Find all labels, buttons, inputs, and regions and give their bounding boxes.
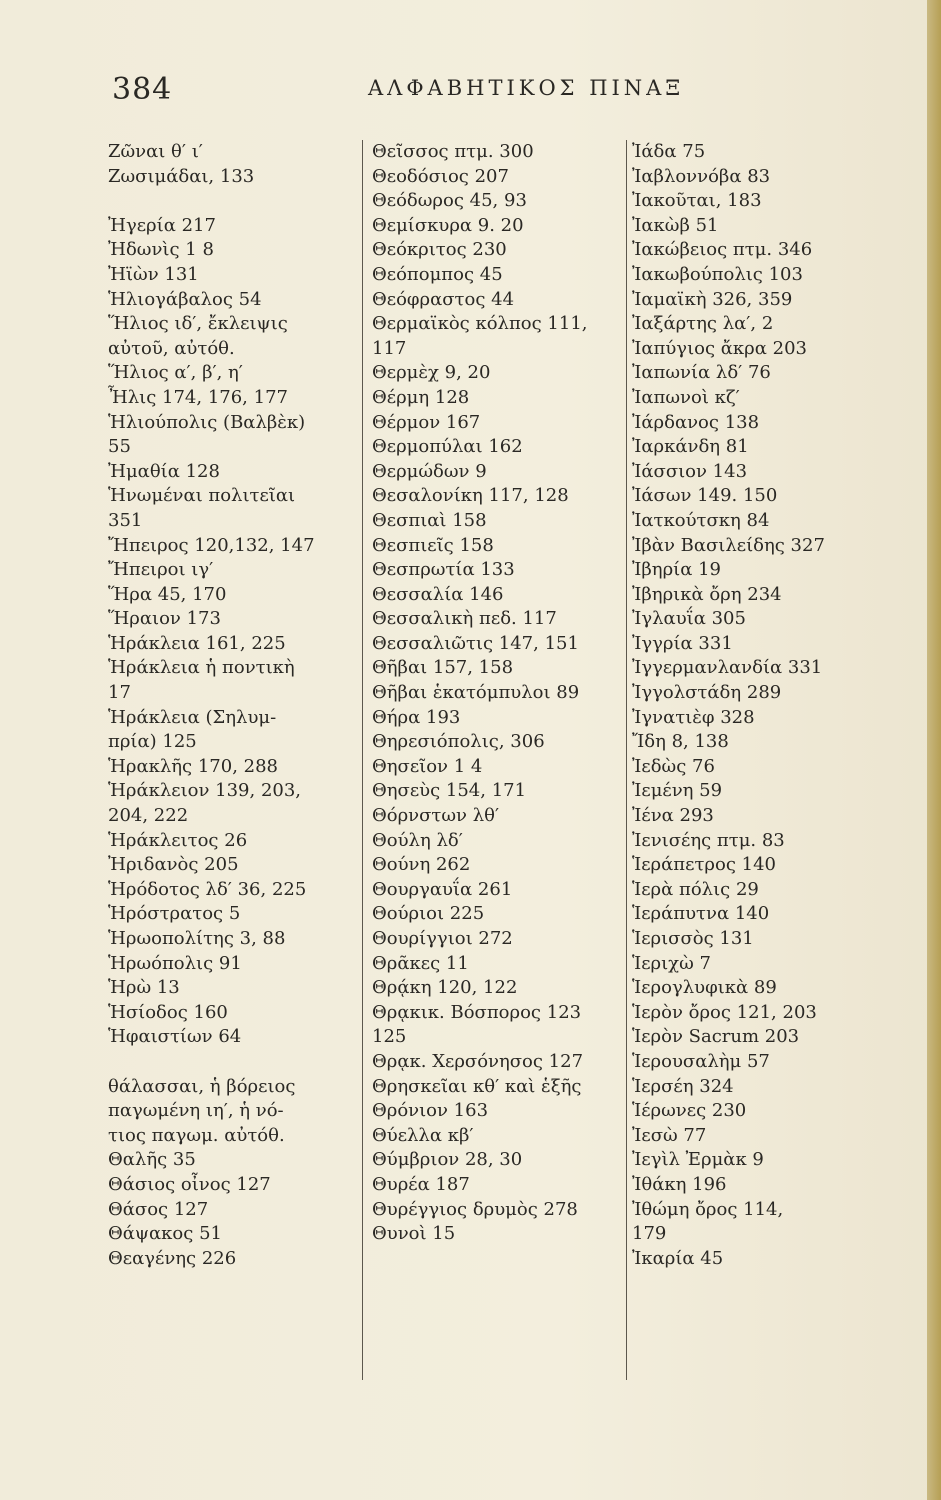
index-entry: Ἡνωμέναι πολιτεῖαι	[108, 485, 296, 507]
index-entry: Ἡρόστρατος 5	[108, 903, 241, 925]
index-entry: θάλασσαι, ἡ βόρειος	[108, 1075, 296, 1097]
index-entry: Ἱερσέη 324	[632, 1075, 734, 1097]
column-separator	[362, 140, 363, 1380]
index-entry: Ἰαμαϊκὴ 326, 359	[632, 288, 793, 310]
index-entry: Ἡρωόπολις 91	[108, 952, 242, 974]
index-entry: Ἰεδὼς 76	[632, 755, 715, 777]
index-entry: Θερμὲχ 9, 20	[372, 362, 491, 384]
index-entry: Ἰακοῦται, 183	[632, 190, 762, 212]
index-entry: Θεσπιεῖς 158	[372, 534, 494, 556]
index-entry: Ἡρόδοτος λδ′ 36, 225	[108, 878, 307, 900]
index-entry: Ἰαβλοννόβα 83	[632, 165, 771, 187]
index-entry: Ζῶναι θ′ ι′	[108, 141, 203, 162]
index-entry: Θεῖσσος πτμ. 300	[372, 141, 534, 162]
index-entry: Θαλῆς 35	[108, 1149, 196, 1171]
index-entry: Ἰβηρία 19	[632, 559, 721, 581]
index-entry: Θεσπρωτία 133	[372, 559, 515, 581]
index-entry: Θάσος 127	[108, 1198, 209, 1220]
index-entry: Ἡλιούπολις (Βαλβὲκ)	[108, 411, 306, 433]
index-entry: Ἰγνατιὲφ 328	[632, 706, 755, 728]
index-entry: 125	[372, 1026, 407, 1048]
index-entry: Θεαγένης 226	[108, 1247, 237, 1269]
index-entry: Ἰαπύγιος ἄκρα 203	[632, 337, 807, 359]
index-entry: Θάψακος 51	[108, 1223, 222, 1245]
index-entry: Ἰαρκάνδη 81	[632, 436, 749, 458]
index-entry: Ἡράκλειτος 26	[108, 829, 248, 851]
index-entry: Θέρμον 167	[372, 411, 481, 433]
index-entry: Ἥραιον 173	[108, 608, 221, 630]
index-entry: Ἰάσων 149. 150	[632, 485, 778, 507]
index-entry: Θεόπομπος 45	[372, 263, 503, 285]
index-entry: Ἰβὰν Βασιλείδης 327	[632, 534, 825, 556]
index-entry: Θηρεσιόπολις, 306	[372, 731, 545, 753]
index-entry: Ἠϊὼν 131	[108, 263, 199, 285]
index-entry: Ἱέρωνες 230	[632, 1100, 747, 1122]
index-entry: Ἡράκλεια ἡ ποντικὴ	[108, 657, 295, 679]
index-entry: Ἦλις 174, 176, 177	[108, 386, 288, 408]
index-entry: Ἱερισσὸς 131	[632, 928, 754, 949]
index-entry: Θησεὺς 154, 171	[372, 780, 527, 802]
index-entry: πρία) 125	[108, 731, 197, 753]
index-entry: Ἤπειρος 120,132, 147	[108, 534, 315, 556]
index-entry: Ἡράκλειον 139, 203,	[108, 780, 302, 802]
index-entry: Ἡφαιστίων 64	[108, 1026, 242, 1048]
index-entry: Ἰαξάρτης λα′, 2	[632, 313, 774, 335]
index-entry: Θρόνιον 163	[372, 1100, 489, 1122]
index-entry: Ἥλιος α′, β′, η′	[108, 362, 243, 384]
page-header	[0, 72, 941, 112]
index-column-2	[372, 140, 622, 1247]
index-entry: Θῆβαι 157, 158	[372, 657, 514, 679]
index-entry: Ἰακωβούπολις 103	[632, 263, 803, 285]
index-entry: Θησεῖον 1 4	[372, 755, 483, 777]
index-entry: 117	[372, 337, 407, 359]
index-entry: 351	[108, 509, 143, 531]
index-entry: Ἠγερία 217	[108, 214, 216, 236]
page-number: 384	[112, 72, 173, 107]
index-entry: 179	[632, 1223, 667, 1245]
index-entry: Ἡρὼ 13	[108, 977, 180, 999]
index-entry: Θρᾴκη 120, 122	[372, 977, 518, 999]
page-edge	[927, 0, 941, 1500]
index-entry: Θόρνστων λθ′	[372, 805, 500, 827]
index-entry: Ἰατκούτσκη 84	[632, 509, 770, 531]
index-entry: Ἱεράπυτνα 140	[632, 903, 770, 925]
index-entry: Θρᾶκες 11	[372, 952, 469, 974]
index-entry: Θερμαϊκὸς κόλπος 111,	[372, 313, 588, 335]
index-entry: 204, 222	[108, 805, 189, 827]
index-entry: Ἥλιος ιδ′, ἔκλειψις	[108, 313, 288, 335]
index-entry: Θυνοὶ 15	[372, 1223, 456, 1245]
index-entry: Ἠδωνὶς 1 8	[108, 239, 214, 261]
index-entry: Ἡρωοπολίτης 3, 88	[108, 928, 286, 949]
index-entry: Ἡράκλεια (Σηλυμ-	[108, 706, 277, 728]
index-entry: παγωμένη ιη′, ἡ νό-	[108, 1100, 284, 1122]
index-entry: τιος παγωμ. αὐτόθ.	[108, 1124, 285, 1146]
index-entry: Ἰεσὼ 77	[632, 1124, 707, 1146]
index-entry: Ἥρα 45, 170	[108, 583, 227, 605]
index-entry: Θέρμη 128	[372, 386, 470, 408]
index-entry: Θούνη 262	[372, 854, 471, 876]
index-entry: Ἴδη 8, 138	[632, 731, 729, 753]
index-entry: Ἰθώμη ὄρος 114,	[632, 1198, 784, 1220]
index-entry: Θεοδόσιος 207	[372, 165, 509, 187]
index-entry: Ἱερουσαλὴμ 57	[632, 1050, 770, 1072]
index-entry: Θύμβριον 28, 30	[372, 1149, 523, 1171]
index-entry: Ἰαπωνοὶ κζ′	[632, 386, 740, 408]
index-entry: Θάσιος οἶνος 127	[108, 1173, 271, 1195]
index-column-3	[632, 140, 904, 1271]
blank-line	[108, 1050, 356, 1075]
index-entry: Θεόφραστος 44	[372, 288, 515, 310]
index-entry: 55	[108, 436, 131, 458]
index-entry: Ἠμαθία 128	[108, 460, 220, 482]
index-entry: Θεσσαλία 146	[372, 583, 504, 605]
index-entry: Θύελλα κβ′	[372, 1124, 474, 1146]
index-entry: Ἰκαρία 45	[632, 1247, 724, 1269]
index-entry: Ἰάρδανος 138	[632, 411, 760, 433]
index-entry: Ἤπειροι ιγ′	[108, 559, 214, 581]
index-entry: Ἰβηρικὰ ὄρη 234	[632, 583, 782, 605]
index-entry: Ἰάδα 75	[632, 141, 706, 162]
index-entry: Ἡράκλεια 161, 225	[108, 632, 286, 654]
index-entry: Ἰαπωνία λδ′ 76	[632, 362, 771, 384]
index-entry: Ζωσιμάδαι, 133	[108, 165, 255, 187]
index-entry: Θρησκεῖαι κθ′ καὶ ἑξῆς	[372, 1075, 582, 1097]
index-entry: Ἡρακλῆς 170, 288	[108, 755, 278, 777]
index-entry: Ἱερογλυφικὰ 89	[632, 977, 777, 999]
index-entry: Ἡλιογάβαλος 54	[108, 288, 262, 310]
index-entry: Θουρίγγιοι 272	[372, 928, 513, 949]
index-entry: Θούλη λδ′	[372, 829, 463, 851]
index-entry: Θεμίσκυρα 9. 20	[372, 214, 524, 236]
index-entry: Θερμώδων 9	[372, 460, 487, 482]
index-entry: Ἱερὰ πόλις 29	[632, 878, 759, 900]
index-entry: Ἰακώβειος πτμ. 346	[632, 239, 813, 261]
index-entry: Ἰακὼβ 51	[632, 214, 719, 236]
index-entry: Θρᾳκικ. Βόσπορος 123	[372, 1001, 582, 1023]
running-title: ΑΛΦΑΒΗΤΙΚΟΣ ΠΙΝΑΞ	[368, 76, 685, 100]
index-entry: Ἱερὸν Sacrum 203	[632, 1026, 800, 1048]
index-entry: Ἰενισέης πτμ. 83	[632, 829, 785, 851]
index-entry: Θουργαυΐα 261	[372, 878, 513, 900]
index-entry: αὐτοῦ, αὐτόθ.	[108, 337, 235, 359]
index-entry: 17	[108, 682, 131, 704]
index-entry: Θερμοπύλαι 162	[372, 436, 523, 458]
index-entry: Θούριοι 225	[372, 903, 485, 925]
index-entry: Ἰγγρία 331	[632, 632, 733, 654]
index-column-1	[108, 140, 356, 1271]
index-entry: Θυρέα 187	[372, 1173, 470, 1195]
index-entry: Θεσσαλιῶτις 147, 151	[372, 632, 579, 654]
index-entry: Ἱερὸν ὄρος 121, 203	[632, 1001, 817, 1023]
index-entry: Θεσπιαὶ 158	[372, 509, 487, 531]
index-entry: Ἰεμένη 59	[632, 780, 723, 802]
index-entry: Θήρα 193	[372, 706, 461, 728]
index-entry: Θυρέγγιος δρυμὸς 278	[372, 1198, 578, 1220]
index-entry: Ἰεγὶλ Ἐρμὰκ 9	[632, 1149, 764, 1171]
index-entry: Θεσσαλικὴ πεδ. 117	[372, 608, 557, 630]
index-entry: Θεόδωρος 45, 93	[372, 190, 527, 212]
index-entry: Θῆβαι ἑκατόμπυλοι 89	[372, 682, 580, 704]
column-separator	[626, 140, 627, 1380]
index-entry: Ἰγγερμανλανδία 331	[632, 657, 823, 679]
index-entry: Θρᾳκ. Χερσόνησος 127	[372, 1050, 584, 1072]
index-entry: Θεσαλονίκη 117, 128	[372, 485, 569, 507]
index-entry: Ἱεριχὼ 7	[632, 952, 711, 974]
blank-line	[108, 189, 356, 214]
index-entry: Ἰθάκη 196	[632, 1173, 727, 1195]
index-entry: Ἰγγολστάδη 289	[632, 682, 782, 704]
index-entry: Ἰάσσιον 143	[632, 460, 748, 482]
index-entry: Ἰγλαυΐα 305	[632, 608, 746, 630]
index-entry: Ἠριδανὸς 205	[108, 854, 239, 876]
index-entry: Ἰένα 293	[632, 805, 714, 827]
index-entry: Ἡσίοδος 160	[108, 1001, 228, 1023]
index-entry: Ἱεράπετρος 140	[632, 854, 776, 876]
index-entry: Θεόκριτος 230	[372, 239, 507, 261]
